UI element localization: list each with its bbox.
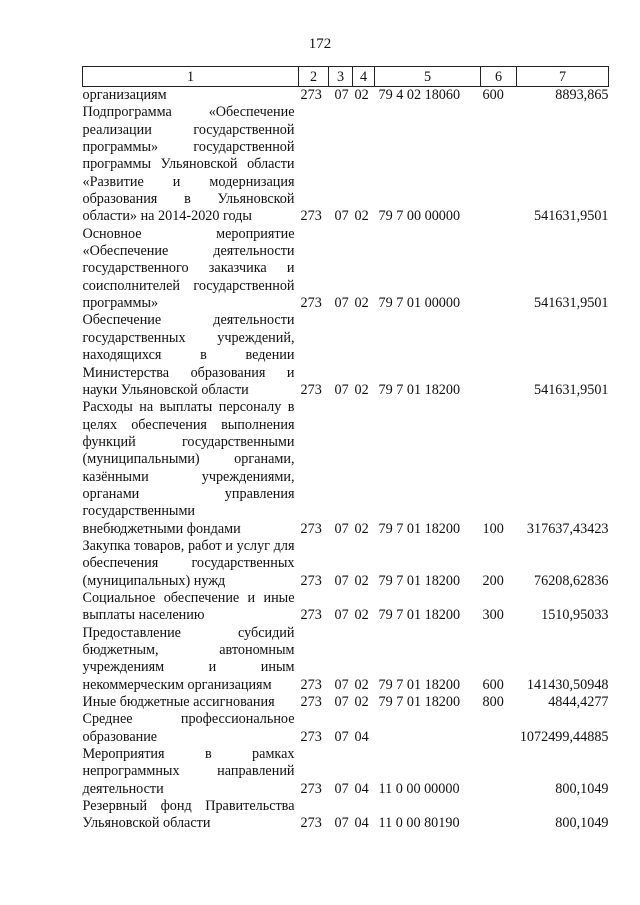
row-code-csr: 11 0 00 00000 xyxy=(378,780,460,797)
row-code-rz: 07 xyxy=(334,607,349,624)
row-code-vr xyxy=(481,798,517,833)
row-code-vr: 300 xyxy=(482,607,504,624)
row-amount: 317637,43423 xyxy=(526,520,609,537)
table-row xyxy=(83,798,609,833)
row-code-csr: 79 7 01 18200 xyxy=(378,572,461,589)
row-amount: 800,1049 xyxy=(555,780,609,797)
table-row xyxy=(83,746,609,798)
table-row xyxy=(83,590,609,625)
row-code-csr: 79 7 01 18200 xyxy=(378,694,461,711)
header-col-4: 4 xyxy=(353,67,375,87)
row-code-gr: 273 xyxy=(300,676,322,693)
header-col-6: 6 xyxy=(481,67,517,87)
row-code-vr: 200 xyxy=(482,572,504,589)
table-row xyxy=(83,711,609,746)
row-code-pr: 02 xyxy=(354,676,369,693)
row-amount: 541631,9501 xyxy=(534,295,609,312)
row-code-csr: 79 7 01 18200 xyxy=(378,676,461,693)
header-col-5: 5 xyxy=(375,67,481,87)
row-code-vr: 100 xyxy=(482,520,504,537)
row-code-gr: 273 xyxy=(300,520,322,537)
table-row xyxy=(83,226,609,313)
budget-table xyxy=(82,66,609,833)
row-code-gr: 273 xyxy=(300,728,322,745)
header-col-2: 2 xyxy=(299,67,329,87)
row-code-pr: 02 xyxy=(354,607,369,624)
row-name: Подпрограмма «Обеспечение реализации государственной программы» государственной программы Ульяновской области «Развитие и модернизация образования в Ульяновской области» на 2014-2020 годы xyxy=(82,104,295,225)
row-code-pr: 02 xyxy=(354,520,369,537)
row-code-pr: 04 xyxy=(354,780,369,797)
row-name: Мероприятия в рамках непрограммных направлений деятельности xyxy=(82,746,295,797)
row-amount: 4844,4277 xyxy=(548,694,609,711)
row-code-gr: 273 xyxy=(300,381,322,398)
row-code-gr: 273 xyxy=(300,208,322,225)
row-code-gr: 273 xyxy=(300,572,322,589)
row-code-csr: 79 7 01 00000 xyxy=(378,295,461,312)
table-row xyxy=(83,538,609,590)
row-code-vr: 800 xyxy=(482,694,504,711)
row-name: Резервный фонд Правительства Ульяновской области xyxy=(82,798,295,832)
row-code-vr: 600 xyxy=(482,87,504,103)
row-code-rz: 07 xyxy=(334,381,349,398)
row-name: Расходы на выплаты персоналу в целях обеспечения выполнения функций государственными (муниципальными) органами, казёнными учреждениями, органами управления государственными внебюджетными фондами xyxy=(82,399,295,537)
table-header xyxy=(83,67,609,87)
row-amount: 541631,9501 xyxy=(534,208,609,225)
row-code-pr: 02 xyxy=(354,87,369,103)
row-name: Иные бюджетные ассигнования xyxy=(82,694,275,711)
row-code-vr xyxy=(481,746,517,798)
row-code-vr xyxy=(481,104,517,225)
row-code-vr: 600 xyxy=(482,676,504,693)
row-code-gr: 273 xyxy=(300,815,322,832)
table-body xyxy=(83,87,609,833)
row-code-rz: 07 xyxy=(334,780,349,797)
table-row xyxy=(83,87,609,105)
row-code-rz: 07 xyxy=(334,815,349,832)
row-code-gr: 273 xyxy=(300,87,322,103)
row-amount: 541631,9501 xyxy=(534,381,609,398)
table-row xyxy=(83,312,609,399)
row-code-pr: 02 xyxy=(354,295,369,312)
row-code-gr: 273 xyxy=(300,780,322,797)
header-col-3: 3 xyxy=(329,67,353,87)
row-code-rz: 07 xyxy=(334,728,349,745)
row-name: Основное мероприятие «Обеспечение деятельности государственного заказчика и соисполнителей государственной программы» xyxy=(82,225,295,312)
row-code-gr: 273 xyxy=(300,694,322,711)
row-amount: 76208,62836 xyxy=(534,572,609,589)
row-code-pr: 02 xyxy=(354,572,369,589)
row-code-gr: 273 xyxy=(300,607,322,624)
row-amount: 1072499,44885 xyxy=(519,728,609,745)
row-code-vr xyxy=(481,312,517,399)
row-code-rz: 07 xyxy=(334,694,349,711)
row-code-csr: 79 4 02 18060 xyxy=(378,87,461,103)
row-code-csr: 79 7 01 18200 xyxy=(378,381,461,398)
row-name: Обеспечение деятельности государственных учреждений, находящихся в ведении Министерства образования и науки Ульяновской области xyxy=(82,312,295,398)
page-number: 172 xyxy=(308,36,332,52)
row-code-vr xyxy=(481,711,517,746)
header-row xyxy=(83,67,609,87)
row-code-csr: 79 7 01 18200 xyxy=(378,607,461,624)
row-code-rz: 07 xyxy=(334,520,349,537)
row-amount: 1510,95033 xyxy=(541,607,609,624)
table-row xyxy=(83,399,609,538)
row-code-pr: 02 xyxy=(354,208,369,225)
row-name: Предоставление субсидий бюджетным, автономным учреждениям и иным некоммерческим организациям xyxy=(82,624,295,693)
table-row xyxy=(83,104,609,225)
row-code-rz: 07 xyxy=(334,208,349,225)
row-code-csr xyxy=(375,711,481,746)
header-col-1: 1 xyxy=(83,67,299,87)
row-code-csr: 79 7 01 18200 xyxy=(378,520,461,537)
row-code-rz: 07 xyxy=(334,572,349,589)
row-name: Закупка товаров, работ и услуг для обеспечения государственных (муниципальных) нужд xyxy=(82,537,295,589)
row-amount: 800,1049 xyxy=(555,815,609,832)
row-code-vr xyxy=(481,226,517,313)
row-code-rz: 07 xyxy=(334,295,349,312)
row-code-pr: 02 xyxy=(354,694,369,711)
row-name: Среднее профессиональное образование xyxy=(82,711,295,745)
row-code-gr: 273 xyxy=(300,295,322,312)
row-name: Социальное обеспечение и иные выплаты населению xyxy=(82,589,295,624)
row-code-pr: 04 xyxy=(354,815,369,832)
table-row xyxy=(83,694,609,711)
row-code-csr: 79 7 00 00000 xyxy=(378,208,461,225)
header-col-7: 7 xyxy=(517,67,609,87)
row-amount: 8893,865 xyxy=(555,87,609,103)
table-row xyxy=(83,625,609,694)
row-name: организациям xyxy=(82,87,167,103)
row-code-csr: 11 0 00 80190 xyxy=(378,815,460,832)
row-amount: 141430,50948 xyxy=(526,676,609,693)
row-code-pr: 04 xyxy=(354,728,369,745)
row-code-rz: 07 xyxy=(334,87,349,103)
row-code-rz: 07 xyxy=(334,676,349,693)
row-code-pr: 02 xyxy=(354,381,369,398)
